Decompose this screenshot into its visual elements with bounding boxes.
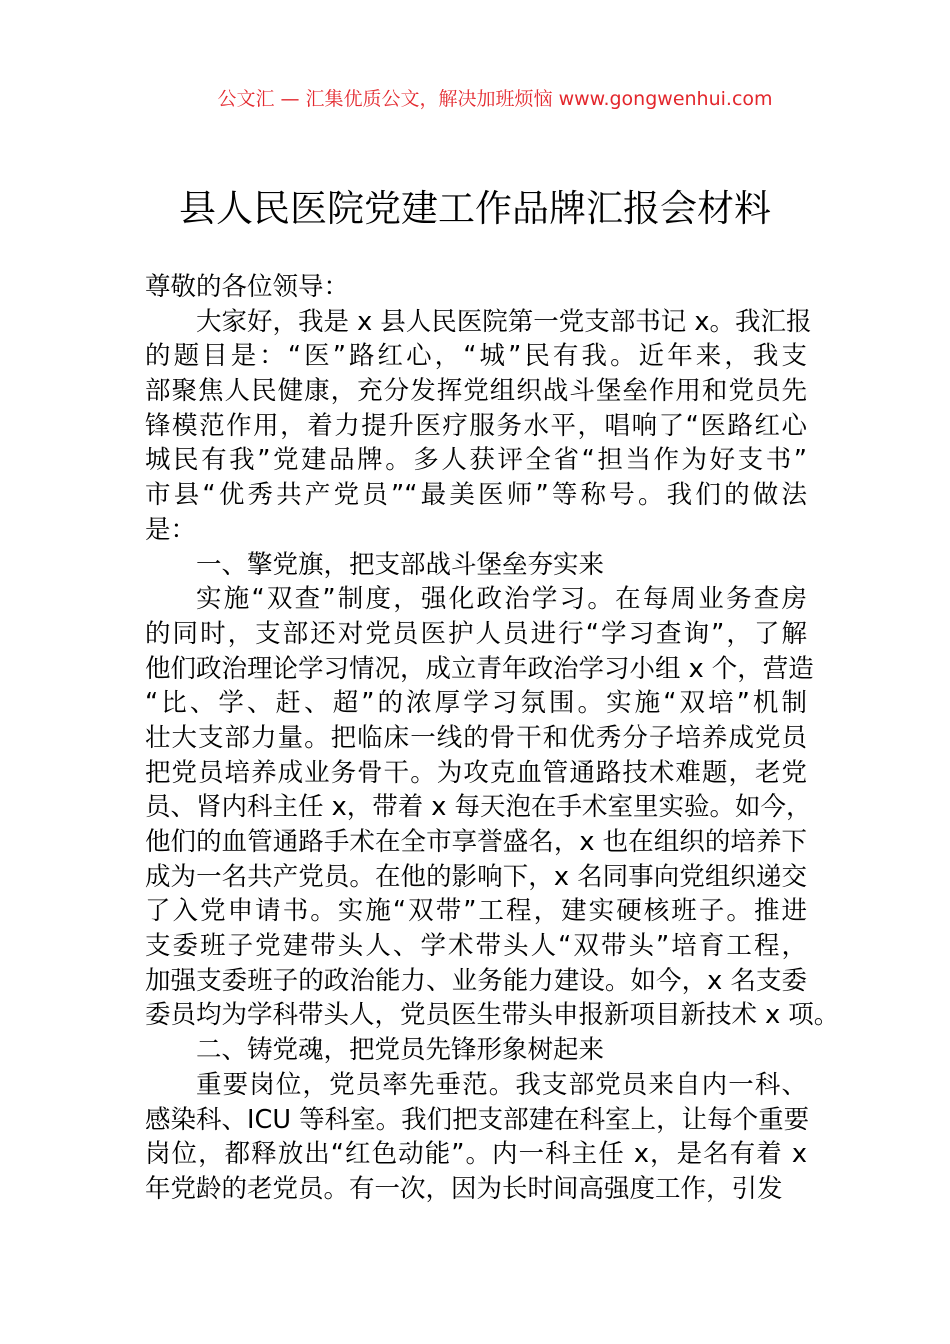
text-line: 感染科、ICU 等科室。我们把支部建在科室上，让每个重要 <box>145 1104 810 1135</box>
text-line: 一、擎党旗，把支部战斗堡垒夯实来 <box>196 549 605 580</box>
paragraph <box>145 548 807 583</box>
text-line: 年党龄的老党员。有一次，因为长时间高强度工作，引发 <box>145 1173 783 1204</box>
text-line: 是： <box>145 514 197 545</box>
text-line: 尊敬的各位领导： <box>145 272 350 302</box>
text-line: 支委班子党建带头人、学术带头人“双带头”培育工程， <box>145 931 807 962</box>
text-line: 把党员培养成业务骨干。为攻克血管通路技术难题，老党 <box>145 757 807 788</box>
text-line: 了入党申请书。实施“双带”工程，建实硬核班子。推进 <box>145 896 807 927</box>
document-body <box>145 270 840 1207</box>
text-line: 他们政治理论学习情况，成立青年政治学习小组 x 个，营造 <box>145 653 814 684</box>
text-line: 部聚焦人民健康，充分发挥党组织战斗堡垒作用和党员先 <box>145 376 807 407</box>
watermark-header: 公文汇 — 汇集优质公文，解决加班烦恼 www.gongwenhui.com <box>217 88 773 110</box>
text-line: 成为一名共产党员。在他的影响下，x 名同事向党组织递交 <box>145 861 807 892</box>
paragraph <box>145 582 840 1033</box>
paragraph <box>145 1068 810 1207</box>
text-line: 的题目是：“医”路红心，“城”民有我。近年来，我支 <box>145 341 807 372</box>
text-line: 实施“双查”制度，强化政治学习。在每周业务查房 <box>196 584 807 615</box>
paragraph <box>145 305 812 548</box>
text-line: 委员均为学科带头人，党员医生带头申报新项目新技术 x 项。 <box>145 1000 840 1031</box>
text-line: 他们的血管通路手术在全市享誉盛名，x 也在组织的培养下 <box>145 827 807 857</box>
text-line: 重要岗位，党员率先垂范。我支部党员来自内一科、 <box>196 1069 807 1100</box>
text-line: 市县“优秀共产党员”“最美医师”等称号。我们的做法 <box>145 480 807 511</box>
text-line: 二、铸党魂，把党员先锋形象树起来 <box>196 1035 605 1066</box>
text-line: 锋模范作用，着力提升医疗服务水平，唱响了“医路红心 <box>145 410 807 441</box>
text-line: 的同时，支部还对党员医护人员进行“学习查询”，了解 <box>145 618 807 649</box>
text-line: 壮大支部力量。把临床一线的骨干和优秀分子培养成党员 <box>145 722 807 753</box>
text-line: 加强支委班子的政治能力、业务能力建设。如今，x 名支委 <box>145 965 807 996</box>
paragraph <box>145 1033 807 1068</box>
text-line: 员、肾内科主任 x，带着 x 每天泡在手术室里实验。如今， <box>145 792 812 823</box>
text-line: 岗位，都释放出“红色动能”。内一科主任 x，是名有着 x <box>145 1139 807 1170</box>
text-line: 大家好，我是 x 县人民医院第一党支部书记 x。我汇报 <box>196 306 812 337</box>
paragraph <box>145 270 807 305</box>
text-line: “比、学、赶、超”的浓厚学习氛围。实施“双培”机制 <box>145 688 807 719</box>
text-line: 城民有我”党建品牌。多人获评全省“担当作为好支书” <box>145 445 807 476</box>
document-title: 县人民医院党建工作品牌汇报会材料 <box>179 187 771 230</box>
